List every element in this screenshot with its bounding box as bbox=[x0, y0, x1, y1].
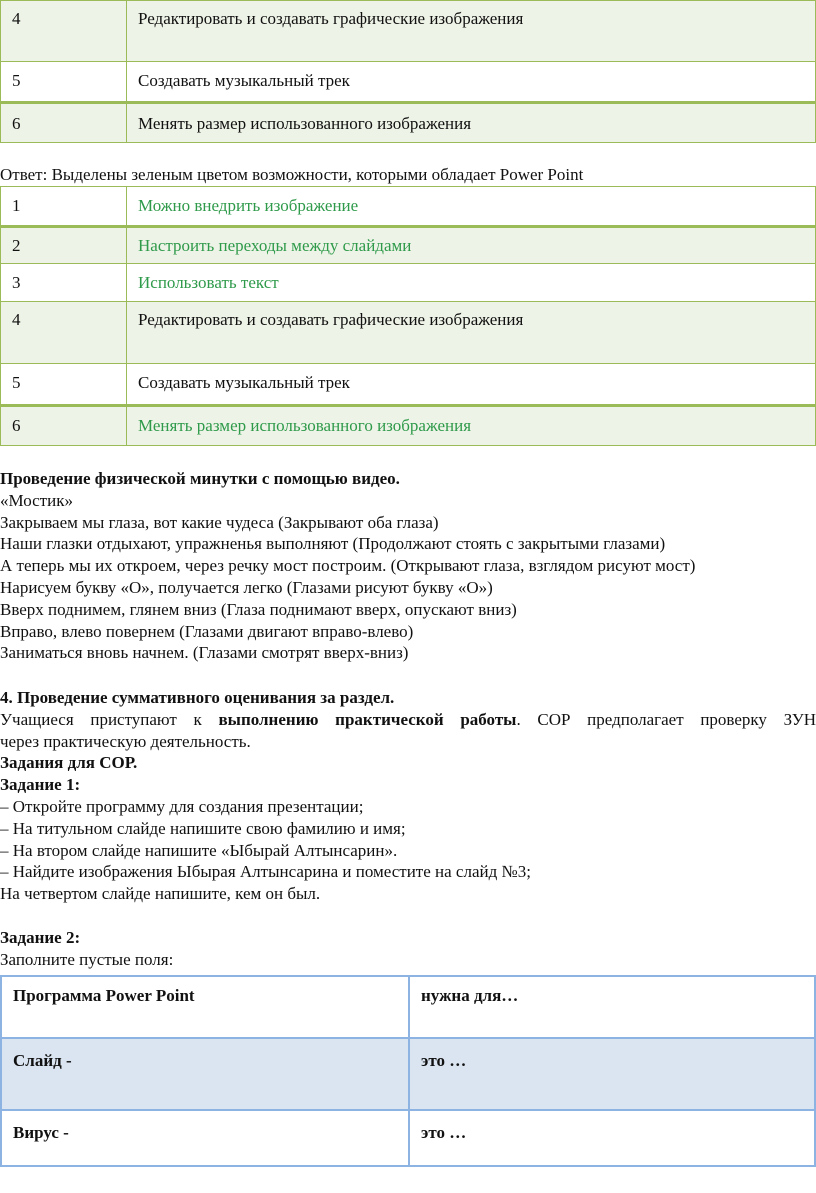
table-row bbox=[1, 187, 816, 227]
answer-line: Ответ: Выделены зеленым цветом возможности, которыми обладает Power Point bbox=[0, 165, 584, 184]
row-number: 5 bbox=[1, 62, 127, 103]
row-text: Редактировать и создавать графические изображения bbox=[127, 302, 816, 364]
row-text-highlighted: Можно внедрить изображение bbox=[127, 187, 816, 227]
blank-line bbox=[0, 905, 816, 927]
row-number: 6 bbox=[1, 406, 127, 446]
section-heading: 4. Проведение суммативного оценивания за раздел. bbox=[0, 688, 395, 707]
intro-bold-text: выполнению практической работы bbox=[218, 709, 517, 729]
task-item: – Найдите изображения Ыбырая Алтынсарина и поместите на слайд №3; bbox=[0, 862, 531, 882]
poem-line: Закрываем мы глаза, вот какие чудеса (Закрывают оба глаза) bbox=[0, 512, 439, 532]
row-text: Создавать музыкальный трек bbox=[127, 364, 816, 406]
task1-heading: Задание 1: bbox=[0, 775, 81, 795]
fill-in-table bbox=[0, 975, 816, 1167]
definition-cell: это … bbox=[409, 1038, 815, 1110]
row-number: 5 bbox=[1, 364, 127, 406]
row-text: Создавать музыкальный трек bbox=[127, 62, 816, 103]
poem-line: Заниматься вновь начнем. (Глазами смотрят вверх-вниз) bbox=[0, 643, 409, 663]
task-item: – На титульном слайде напишите свою фамилию и имя; bbox=[0, 818, 406, 838]
definition-cell: это … bbox=[409, 1110, 815, 1166]
term-cell: Программа Power Point bbox=[1, 976, 409, 1038]
table-row bbox=[1, 364, 816, 406]
row-number: 1 bbox=[1, 187, 127, 227]
definition-cell: нужна для… bbox=[409, 976, 815, 1038]
intro-continuation: через практическую деятельность. bbox=[0, 731, 251, 751]
task-last-line: На четвертом слайде напишите, кем он был. bbox=[0, 884, 321, 904]
row-number: 4 bbox=[1, 302, 127, 364]
table-row bbox=[1, 1, 816, 62]
task-item: – Откройте программу для создания презентации; bbox=[0, 796, 364, 816]
row-number: 2 bbox=[1, 227, 127, 264]
row-number: 4 bbox=[1, 1, 127, 62]
table-row bbox=[1, 302, 816, 364]
table-row bbox=[1, 976, 815, 1038]
term-cell: Вирус - bbox=[1, 1110, 409, 1166]
row-number: 3 bbox=[1, 264, 127, 302]
poem-line: Вправо, влево повернем (Глазами двигают вправо-влево) bbox=[0, 621, 414, 641]
physical-minute-section bbox=[0, 468, 816, 664]
table-row bbox=[1, 103, 816, 143]
task-item-text: Найдите изображения Ыбырая Алтынсарина и поместите на слайд №3; bbox=[12, 862, 531, 882]
task-item: – На втором слайде напишите «Ыбырай Алтынсарин». bbox=[0, 840, 398, 860]
table-row bbox=[1, 264, 816, 302]
task2-intro: Заполните пустые поля: bbox=[0, 949, 174, 969]
section-heading: Проведение физической минутки с помощью видео. bbox=[0, 469, 400, 488]
capabilities-answer-table bbox=[0, 186, 816, 446]
task2-heading: Задание 2: bbox=[0, 927, 81, 947]
row-text: Редактировать и создавать графические изображения bbox=[127, 1, 816, 62]
poem-line: Нарисуем букву «О», получается легко (Глазами рисуют букву «О») bbox=[0, 577, 493, 597]
task-item-text: Откройте программу для создания презентации; bbox=[12, 796, 364, 816]
intro-paragraph bbox=[0, 709, 816, 731]
poem-line: Вверх поднимем, глянем вниз (Глаза поднимают вверх, опускают вниз) bbox=[0, 599, 517, 619]
tasks-heading: Задания для СОР. bbox=[0, 753, 138, 773]
poem-line: А теперь мы их откроем, через речку мост построим. (Открывают глаза, взглядом рисуют мост) bbox=[0, 556, 696, 576]
poem-title: «Мостик» bbox=[0, 490, 73, 510]
row-text-highlighted: Использовать текст bbox=[127, 264, 816, 302]
table-row bbox=[1, 406, 816, 446]
row-text-highlighted: Менять размер использованного изображения bbox=[127, 406, 816, 446]
row-text-highlighted: Настроить переходы между слайдами bbox=[127, 227, 816, 264]
table-row bbox=[1, 1110, 815, 1166]
poem-line: Наши глазки отдыхают, упражненья выполняют (Продолжают стоять с закрытыми глазами) bbox=[0, 534, 666, 554]
row-text: Менять размер использованного изображения bbox=[127, 103, 816, 143]
table-row bbox=[1, 62, 816, 103]
intro-text: Учащиеся приступают к bbox=[0, 709, 219, 729]
term-cell: Слайд - bbox=[1, 1038, 409, 1110]
task-item-text: На втором слайде напишите «Ыбырай Алтынсарин». bbox=[12, 840, 398, 860]
row-number: 6 bbox=[1, 103, 127, 143]
table-row bbox=[1, 1038, 815, 1110]
table-row bbox=[1, 227, 816, 264]
capabilities-table-top bbox=[0, 0, 816, 143]
task-item-text: На титульном слайде напишите свою фамилию и имя; bbox=[12, 818, 406, 838]
summative-section bbox=[0, 687, 816, 970]
intro-text: . СОР предполагает проверку ЗУН bbox=[516, 709, 816, 729]
